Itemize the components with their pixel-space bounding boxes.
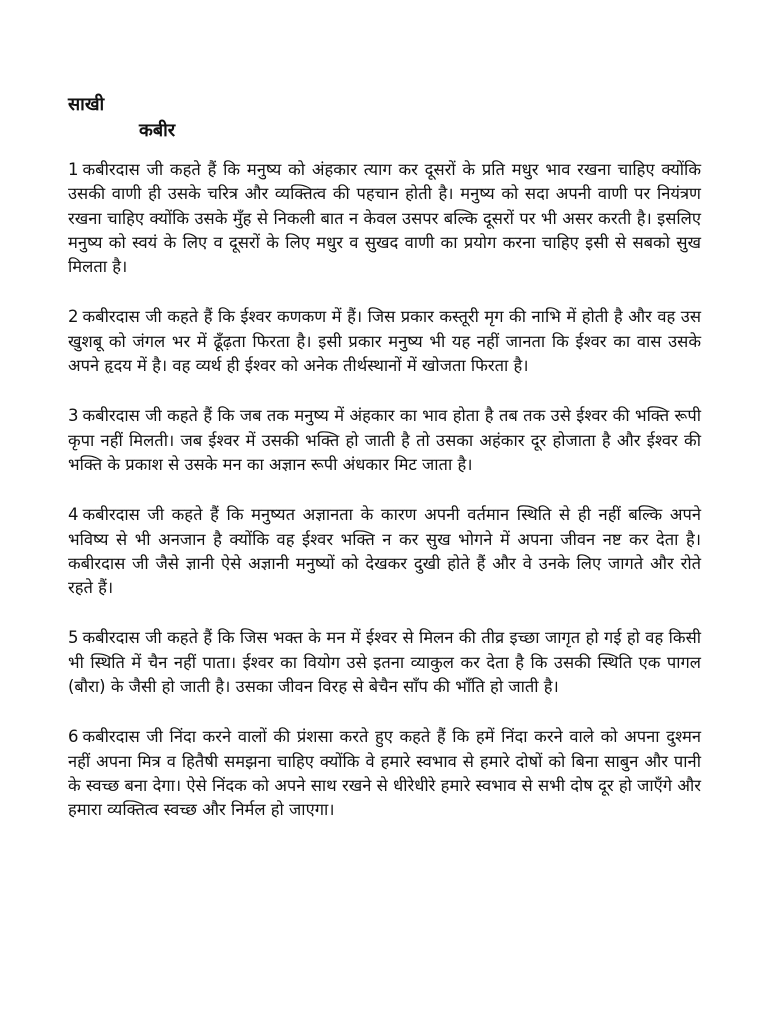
paragraph-number: 5 bbox=[68, 628, 79, 648]
paragraph-text: कबीरदास जी कहते हैं कि मनुष्य को अंहकार त्याग कर दूसरों के प्रति मधुर भाव रखना चाहिए क्योंकि उसकी वाणी ही उसके चरित्र और व्यक्तित्व की पहचान होती है। मनुष्य को सदा अपनी वाणी पर नियंत्रण रखना चाहिए क्योंकि उसके मुँह से निकली बात न केवल उसपर बल्कि दूसरों पर भी असर करती है। इसलिए मनुष्य को स्वयं के लिए व दूसरों के लिए मधुर व सुखद वाणी का प्रयोग करना चाहिए इसी से सबको सुख मिलता है। bbox=[68, 160, 701, 277]
paragraph-3 bbox=[68, 404, 701, 477]
paragraph-4 bbox=[68, 503, 701, 600]
document-body bbox=[68, 158, 701, 849]
paragraph-text: कबीरदास जी कहते हैं कि जिस भक्त के मन में ईश्वर से मिलन की तीव्र इच्छा जागृत हो गई हो वह किसी भी स्थिति में चैन नहीं पाता। ईश्वर का वियोग उसे इतना व्याकुल कर देता है कि उसकी स्थिति एक पागल (बौरा) के जैसी हो जाती है। उसका जीवन विरह से बेचैन साँप की भाँति हो जाती है। bbox=[68, 628, 701, 697]
paragraph-text: कबीरदास जी कहते हैं कि ईश्वर कणकण में हैं। जिस प्रकार कस्तूरी मृग की नाभि में होती है और वह उस खुशबू को जंगल भर में ढूँढ़ता फिरता है। इसी प्रकार मनुष्य भी यह नहीं जानता कि ईश्वर का वास उसके अपने हृदय में है। वह व्यर्थ ही ईश्वर को अनेक तीर्थस्थानों में खोजता फिरता है। bbox=[68, 307, 701, 376]
paragraph-number: 2 bbox=[68, 307, 79, 327]
paragraph-text: कबीरदास जी कहते हैं कि जब तक मनुष्य में अंहकार का भाव होता है तब तक उसे ईश्वर की भक्ति रूपी कृपा नहीं मिलती। जब ईश्वर में उसकी भक्ति हो जाती है तो उसका अहंकार दूर होजाता है और ईश्वर की भक्ति के प्रकाश से उसके मन का अज्ञान रूपी अंधकार मिट जाता है। bbox=[68, 406, 701, 474]
paragraph-6 bbox=[68, 725, 701, 822]
paragraph-2 bbox=[68, 305, 701, 378]
paragraph-number: 1 bbox=[68, 160, 79, 179]
paragraph-1 bbox=[68, 158, 701, 279]
paragraph-5 bbox=[68, 626, 701, 699]
paragraph-number: 6 bbox=[68, 727, 79, 747]
paragraph-text: कबीरदास जी निंदा करने वालों की प्रंशसा करते हुए कहते हैं कि हमें निंदा करने वाले को अपना दुश्मन नहीं अपना मित्र व हितैषी समझना चाहिए क्योंकि वे हमारे स्वभाव से हमारे दोषों को बिना साबुन और पानी के स्वच्छ बना देगा। ऐसे निंदक को अपने साथ रखने से धीरेधीरे हमारे स्वभाव से सभी दोष दूर हो जाएँगे और हमारा व्यक्तित्व स्वच्छ और निर्मल हो जाएगा। bbox=[68, 727, 701, 820]
paragraph-text: कबीरदास जी कहते हैं कि मनुष्यत अज्ञानता के कारण अपनी वर्तमान स्थिति से ही नहीं बल्कि अपने भविष्य से भी अनजान है क्योंकि वह ईश्वर भक्ति न कर सुख भोगने में अपना जीवन नष्ट कर देता है। कबीरदास जी जैसे ज्ञानी ऐसे अज्ञानी मनुष्यों को देखकर दुखी होते हैं और वे उनके लिए जागते और रोते रहते हैं। bbox=[68, 505, 701, 598]
paragraph-number: 4 bbox=[68, 505, 79, 525]
document-title: साखी bbox=[68, 94, 105, 115]
document-author: कबीर bbox=[139, 120, 176, 141]
paragraph-number: 3 bbox=[68, 406, 79, 426]
